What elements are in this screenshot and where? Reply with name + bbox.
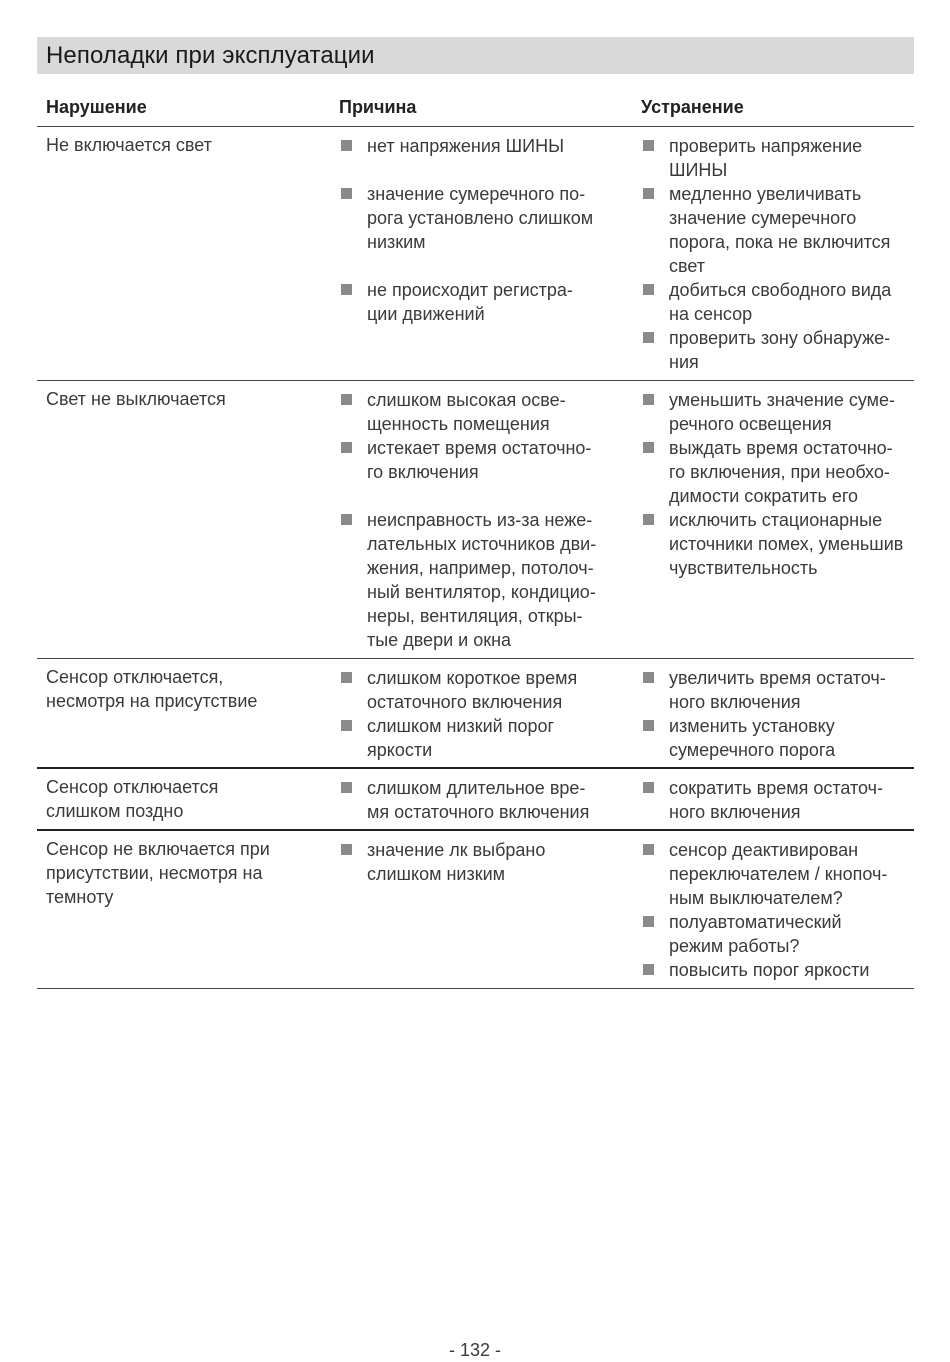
square-bullet-icon [341,140,352,151]
fix-item: сократить время остаточ- ного включения [641,776,918,824]
problem-line: Сенсор не включается при [46,839,270,859]
problem-line: Сенсор отключается, [46,667,224,687]
cause-item: слишком высокая осве- щенность помещения [339,388,629,436]
cause-item: не происходит регистра- ции движений [339,278,629,326]
fix-cell [641,776,918,824]
cause-item: слишком длительное вре- мя остаточного включения [339,776,629,824]
cause-item: неисправность из-за неже- лательных источников дви- жения, например, потолоч- ный вентилятор, кондицио- неры, вентиляция, откры- тые двери и окна [339,508,629,652]
table-header [37,92,914,127]
square-bullet-icon [643,284,654,295]
fix-cell [641,838,918,982]
cause-item: нет напряжения ШИНЫ [339,134,629,158]
square-bullet-icon [643,188,654,199]
cause-item: слишком короткое время остаточного включения [339,666,629,714]
square-bullet-icon [643,782,654,793]
fix-cell [641,666,918,762]
table-row [37,127,914,381]
fix-item: полуавтоматический режим работы? [641,910,918,958]
square-bullet-icon [341,782,352,793]
fix-item: проверить напряжение ШИНЫ [641,134,918,182]
fix-cell [641,134,918,374]
square-bullet-icon [341,284,352,295]
problem-line: слишком поздно [46,801,184,821]
square-bullet-icon [643,140,654,151]
square-bullet-icon [643,672,654,683]
fix-item: проверить зону обнаруже- ния [641,326,918,374]
problem-cell [46,837,316,909]
table-row [37,769,914,831]
header-problem: Нарушение [46,97,147,117]
header-cause: Причина [339,97,417,117]
page-title: Неполадки при эксплуатации [46,42,375,69]
problem-line: присутствии, несмотря на [46,863,263,883]
cause-item: слишком низкий порог яркости [339,714,629,762]
square-bullet-icon [643,964,654,975]
fix-item: медленно увеличивать значение сумеречного порога, пока не включится свет [641,182,918,278]
fix-item: уменьшить значение суме- речного освещения [641,388,918,436]
square-bullet-icon [341,844,352,855]
cause-item: значение сумеречного по- рога установлено слишком низким [339,182,629,254]
section-title-bar [37,37,914,74]
square-bullet-icon [643,916,654,927]
problem-cell [46,665,316,713]
fix-item: выждать время остаточно- го включения, при необхо- димости сократить его [641,436,918,508]
fix-item: исключить стационарные источники помех, уменьшив чувствительность [641,508,918,580]
square-bullet-icon [341,514,352,525]
fix-item: повысить порог яркости [641,958,918,982]
problem-line: Сенсор отключается [46,777,219,797]
problem-line: Не включается свет [46,135,212,155]
cause-cell [339,838,629,886]
header-fix: Устранение [641,97,744,117]
problem-cell [46,133,316,157]
table-row [37,831,914,989]
problem-cell [46,387,316,411]
fix-item: изменить установку сумеречного порога [641,714,918,762]
cause-item: истекает время остаточно- го включения [339,436,629,484]
table-row [37,659,914,769]
fix-cell [641,388,918,580]
square-bullet-icon [341,672,352,683]
cause-cell [339,388,629,652]
square-bullet-icon [643,394,654,405]
square-bullet-icon [341,188,352,199]
problem-line: темноту [46,887,114,907]
fix-item: сенсор деактивирован переключателем / кнопоч- ным выключателем? [641,838,918,910]
square-bullet-icon [643,720,654,731]
cause-cell [339,776,629,824]
problem-line: несмотря на присутствие [46,691,258,711]
fix-item: добиться свободного вида на сенсор [641,278,918,326]
page-number: - 132 - [448,1340,502,1360]
cause-item: значение лк выбрано слишком низким [339,838,629,886]
square-bullet-icon [643,332,654,343]
cause-cell [339,134,629,326]
square-bullet-icon [341,720,352,731]
square-bullet-icon [341,442,352,453]
square-bullet-icon [643,844,654,855]
problem-line: Свет не выключается [46,389,226,409]
square-bullet-icon [643,442,654,453]
table-row [37,381,914,659]
fix-item: увеличить время остаточ- ного включения [641,666,918,714]
troubleshooting-table [37,92,914,989]
square-bullet-icon [341,394,352,405]
problem-cell [46,775,316,823]
cause-cell [339,666,629,762]
square-bullet-icon [643,514,654,525]
